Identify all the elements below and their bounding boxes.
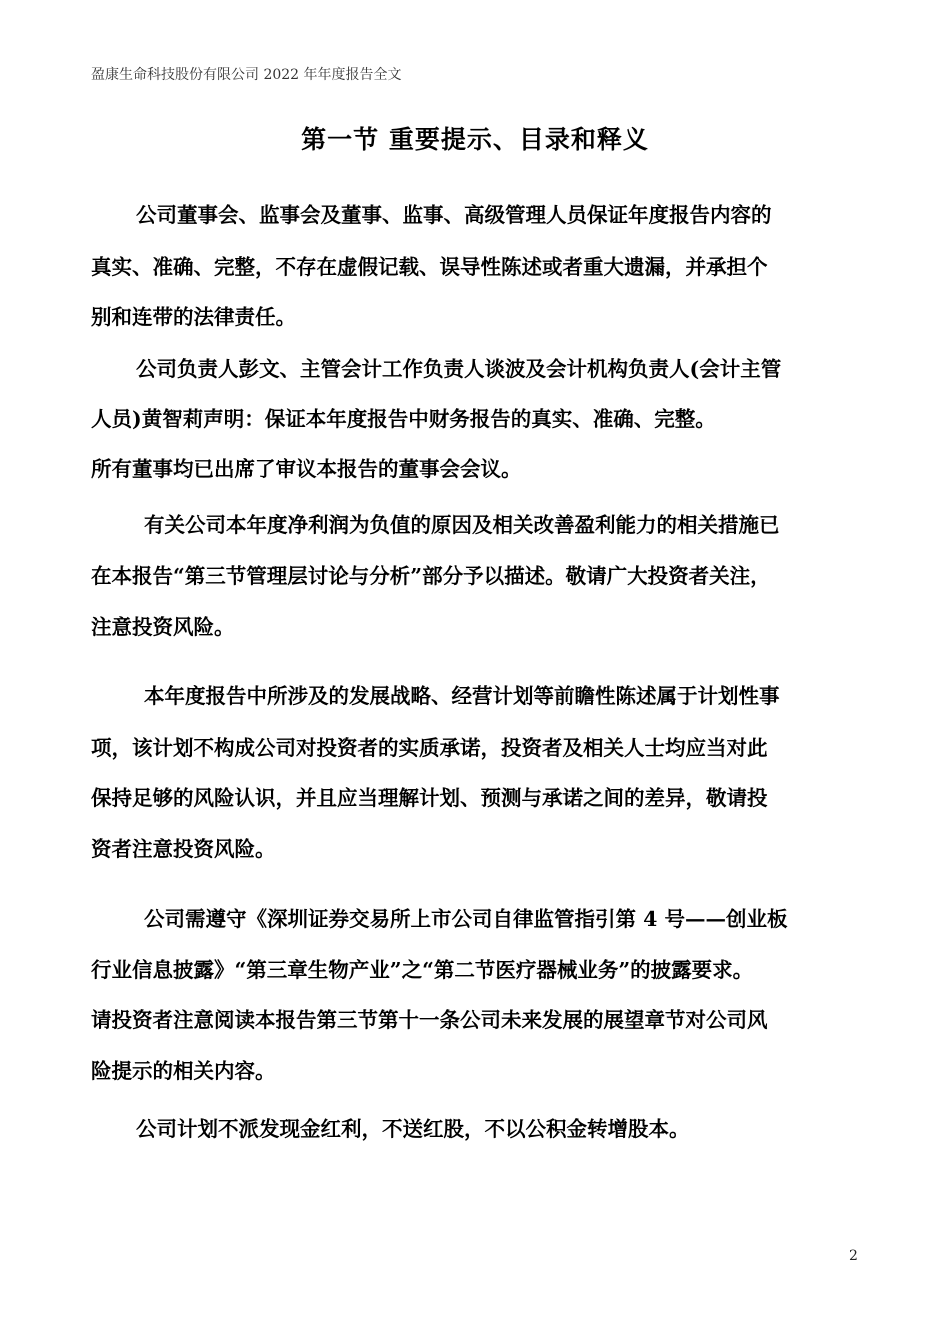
paragraph-3-line-1: 所有董事均已出席了审议本报告的董事会会议。 xyxy=(91,457,522,481)
paragraph-1-line-3: 别和连带的法律责任。 xyxy=(91,305,296,329)
paragraph-4-line-3: 注意投资风险。 xyxy=(91,615,235,639)
paragraph-6-line-1: 公司需遵守《深圳证券交易所上市公司自律监管指引第 4 号——创业板 xyxy=(144,907,788,931)
paragraph-7-line-1: 公司计划不派发现金红利，不送红股，不以公积金转增股本。 xyxy=(136,1117,690,1141)
paragraph-6-line-4: 险提示的相关内容。 xyxy=(91,1059,276,1083)
paragraph-5-line-2: 项，该计划不构成公司对投资者的实质承诺，投资者及相关人士均应当对此 xyxy=(91,736,768,760)
paragraph-2-line-1: 公司负责人彭文、主管会计工作负责人谈波及会计机构负责人(会计主管 xyxy=(136,357,782,381)
running-header: 盈康生命科技股份有限公司 2022 年年度报告全文 xyxy=(91,67,402,83)
paragraph-1-line-1: 公司董事会、监事会及董事、监事、高级管理人员保证年度报告内容的 xyxy=(136,203,772,227)
paragraph-6-line-2: 行业信息披露》“第三章生物产业”之“第二节医疗器械业务”的披露要求。 xyxy=(91,958,754,982)
paragraph-4-line-1: 有关公司本年度净利润为负值的原因及相关改善盈利能力的相关措施已 xyxy=(144,513,780,537)
paragraph-5-line-3: 保持足够的风险认识，并且应当理解计划、预测与承诺之间的差异，敬请投 xyxy=(91,786,768,810)
paragraph-2-line-2: 人员)黄智莉声明：保证本年度报告中财务报告的真实、准确、完整。 xyxy=(91,407,716,431)
paragraph-6-line-3: 请投资者注意阅读本报告第三节第十一条公司未来发展的展望章节对公司风 xyxy=(91,1008,768,1032)
page-number: 2 xyxy=(849,1248,858,1264)
paragraph-4-line-2: 在本报告“第三节管理层讨论与分析”部分予以描述。敬请广大投资者关注， xyxy=(91,564,771,588)
section-title: 第一节 重要提示、目录和释义 xyxy=(301,125,649,154)
paragraph-5-line-1: 本年度报告中所涉及的发展战略、经营计划等前瞻性陈述属于计划性事 xyxy=(144,684,780,708)
paragraph-5-line-4: 资者注意投资风险。 xyxy=(91,837,276,861)
paragraph-1-line-2: 真实、准确、完整，不存在虚假记载、误导性陈述或者重大遗漏，并承担个 xyxy=(91,255,768,279)
